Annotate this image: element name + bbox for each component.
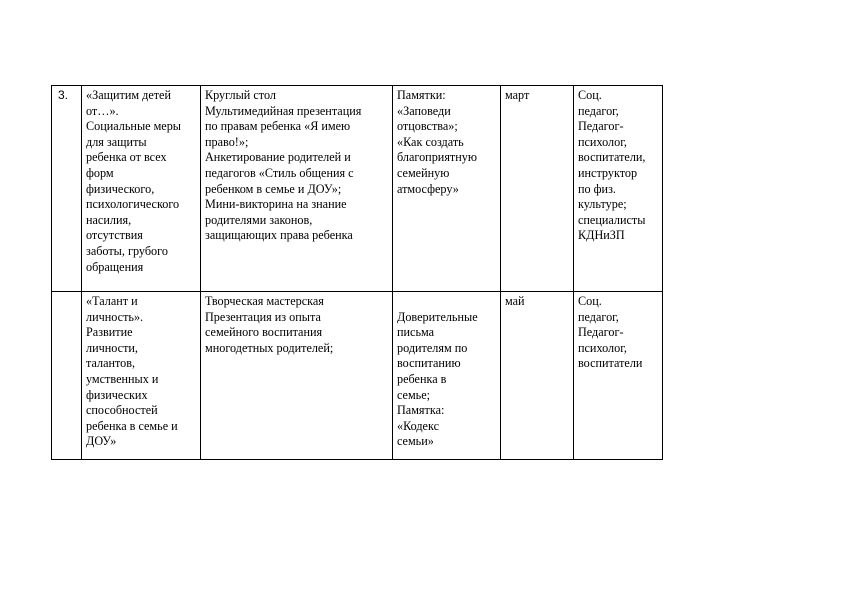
cell-text-line: защищающих права ребенка xyxy=(205,228,353,243)
cell-text-line: личности, xyxy=(86,340,138,355)
cell-text-line: по физ. xyxy=(578,181,616,196)
cell-text-line: педагог, xyxy=(578,103,619,118)
cell-text-line: Памятка: xyxy=(397,403,445,418)
row-number-cell xyxy=(52,86,82,292)
cell-text-line: многодетных родителей; xyxy=(205,340,334,355)
cell-text-line: родителями законов, xyxy=(205,212,313,227)
cell-text-line: психолог, xyxy=(578,340,627,355)
cell-text-line: атмосферу» xyxy=(397,181,459,196)
cell-text-line: по правам ребенка «Я имею xyxy=(205,119,351,134)
cell-text-line: способностей xyxy=(86,403,158,418)
cell-text-line: «Талант и xyxy=(86,294,138,308)
cell-text-line: семье; xyxy=(397,387,431,402)
cell-text-line: «Защитим детей xyxy=(86,88,171,102)
cell-text-line: личность». xyxy=(86,309,144,324)
cell-text-line: семейного воспитания xyxy=(205,325,323,340)
cell-text-line: Презентация из опыта xyxy=(205,309,321,324)
table-body xyxy=(52,86,663,460)
cell-text-line: Анкетирование родителей и xyxy=(205,150,351,165)
table-row xyxy=(52,292,663,460)
cell-text-line: ребенка в xyxy=(397,371,447,386)
cell-text-line: воспитатели xyxy=(578,356,643,371)
cell-text: май xyxy=(505,294,525,308)
forms-of-work-cell xyxy=(201,86,393,292)
forms-of-work-cell xyxy=(201,292,393,460)
cell-text-line: воспитанию xyxy=(397,356,461,371)
cell-text-line: Творческая мастерская xyxy=(205,294,324,308)
cell-text-line: талантов, xyxy=(86,356,136,371)
cell-text-line: инструктор xyxy=(578,165,638,180)
cell-text-line: Педагог- xyxy=(578,119,624,134)
cell-text-line: ДОУ» xyxy=(86,434,117,449)
cell-text-line: «Кодекс xyxy=(397,418,439,433)
materials-cell xyxy=(393,86,501,292)
cell-text-line: педагогов «Стиль общения с xyxy=(205,165,354,180)
cell-text-line: Социальные меры xyxy=(86,119,181,134)
cell-text-line: умственных и xyxy=(86,371,159,386)
cell-text-line: отсутствия xyxy=(86,228,143,243)
cell-text-line: физических xyxy=(86,387,148,402)
cell-text-line: родителям по xyxy=(397,340,468,355)
cell-text-line: Круглый стол xyxy=(205,88,276,102)
cell-text-line: для защиты xyxy=(86,134,147,149)
cell-text: март xyxy=(505,88,530,102)
cell-text-line: письма xyxy=(397,325,435,340)
topic-cell xyxy=(82,292,201,460)
cell-text-line: заботы, грубого xyxy=(86,243,168,258)
date-cell xyxy=(501,292,574,460)
cell-text-line: ребенка от всех xyxy=(86,150,167,165)
cell-text-line: физического, xyxy=(86,181,155,196)
cell-text-line: Мультимедийная презентация xyxy=(205,103,362,118)
topic-cell xyxy=(82,86,201,292)
cell-text-line: культуре; xyxy=(578,197,627,212)
responsible-cell xyxy=(574,86,663,292)
cell-text-line: семьи» xyxy=(397,434,434,449)
cell-text-line: педагог, xyxy=(578,309,619,324)
cell-text-line: отцовства»; xyxy=(397,119,458,134)
cell-text-line: специалисты xyxy=(578,212,646,227)
cell-text-line: благоприятную xyxy=(397,150,477,165)
cell-text-line: Развитие xyxy=(86,325,133,340)
cell-text-line: ребенка в семье и xyxy=(86,418,178,433)
cell-text-line xyxy=(397,294,497,310)
cell-text-line: от…». xyxy=(86,103,119,118)
cell-text-line: Мини-викторина на знание xyxy=(205,197,347,212)
cell-text-line: КДНиЗП xyxy=(578,228,625,243)
table-row xyxy=(52,86,663,292)
cell-text-line: обращения xyxy=(86,259,144,274)
cell-text-line: «Как создать xyxy=(397,134,464,149)
row-number-cell xyxy=(52,292,82,460)
cell-text-line: Соц. xyxy=(578,88,602,102)
cell-text-line: ребенком в семье и ДОУ»; xyxy=(205,181,342,196)
cell-text-line: насилия, xyxy=(86,212,132,227)
cell-text-line: форм xyxy=(86,165,114,180)
cell-text-line: Памятки: xyxy=(397,88,446,102)
cell-text-line: психологического xyxy=(86,197,180,212)
cell-text: 3. xyxy=(58,88,69,102)
date-cell xyxy=(501,86,574,292)
cell-text-line: Педагог- xyxy=(578,325,624,340)
cell-text-line: воспитатели, xyxy=(578,150,646,165)
cell-text-line: Соц. xyxy=(578,294,602,308)
materials-cell xyxy=(393,292,501,460)
cell-text-line: психолог, xyxy=(578,134,627,149)
plan-table xyxy=(51,85,663,460)
cell-text-line: семейную xyxy=(397,165,450,180)
cell-text-line: Доверительные xyxy=(397,309,478,324)
cell-text-line: право!»; xyxy=(205,134,249,149)
cell-text-line: «Заповеди xyxy=(397,103,451,118)
responsible-cell xyxy=(574,292,663,460)
